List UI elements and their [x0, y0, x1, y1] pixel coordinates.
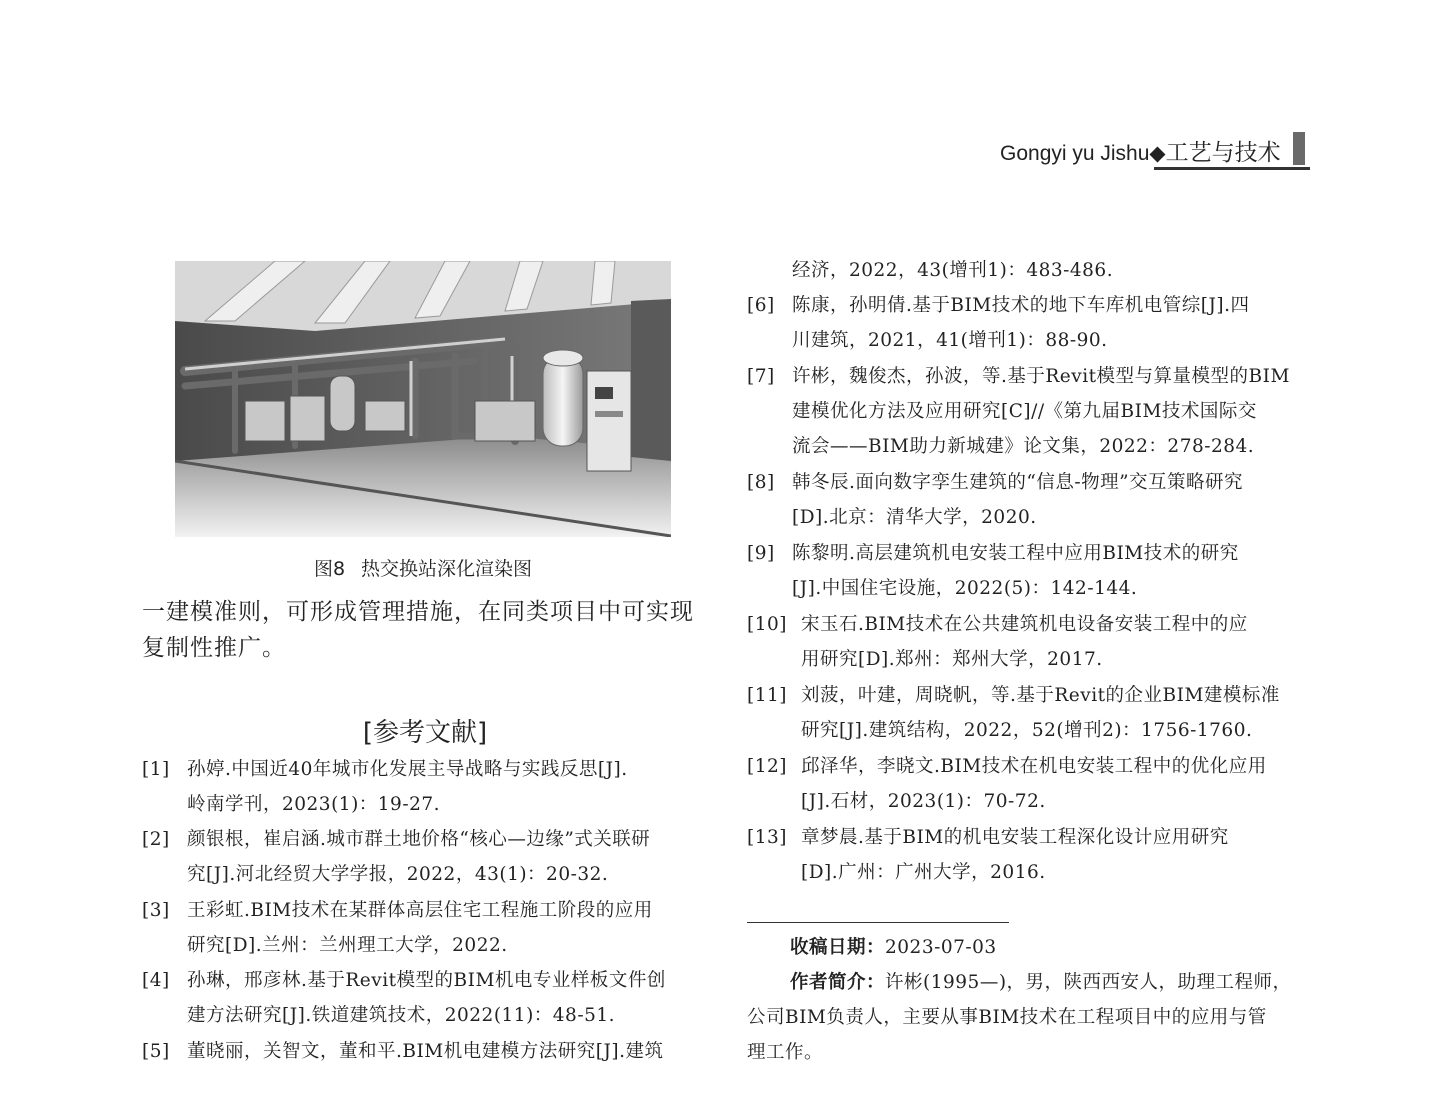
figure-caption — [175, 554, 671, 581]
reference-item — [142, 963, 712, 1033]
reference-line: [J].中国住宅设施，2022(5)：142-144. — [792, 578, 1138, 599]
reference-line: 岭南学刊，2023(1)：19-27. — [187, 794, 440, 815]
received-value: 2023-07-03 — [885, 937, 997, 958]
caption-text: 热交换站深化渲染图 — [361, 558, 533, 580]
author-intro — [790, 965, 1292, 1000]
body-line-2: 复制性推广。 — [142, 635, 286, 661]
reference-item — [142, 1034, 712, 1069]
reference-item — [142, 822, 712, 892]
reference-number: [4] — [142, 970, 170, 991]
reference-line: 韩冬辰.面向数字孪生建筑的“信息-物理”交互策略研究 — [792, 472, 1244, 493]
reference-line: 颜银根，崔启涵.城市群土地价格“核心—边缘”式关联研 — [187, 829, 651, 850]
author-label: 作者简介： — [790, 972, 886, 993]
reference-line: [J].石材，2023(1)：70-72. — [801, 791, 1046, 812]
reference-number: [8] — [747, 472, 775, 493]
header-title — [1000, 134, 1281, 167]
reference-line: 研究[D].兰州：兰州理工大学，2022. — [187, 935, 508, 956]
reference-item — [142, 893, 712, 963]
reference-line: 川建筑，2021，41(增刊1)：88-90. — [792, 330, 1108, 351]
reference-number: [1] — [142, 759, 170, 780]
header-diamond-icon: ◆ — [1149, 142, 1166, 165]
caption-label: 图8 — [313, 558, 346, 580]
reference-line: 研究[J].建筑结构，2022，52(增刊2)：1756-1760. — [801, 720, 1253, 741]
received-date — [790, 930, 997, 965]
reference-line: 孙琳，邢彦林.基于Revit模型的BIM机电专业样板文件创 — [187, 970, 666, 991]
header-bar-decoration — [1293, 132, 1305, 165]
reference-line: 建方法研究[J].铁道建筑技术，2022(11)：48-51. — [187, 1005, 616, 1026]
reference-line: 经济，2022，43(增刊1)：483-486. — [792, 260, 1114, 281]
reference-item — [747, 820, 1317, 890]
reference-line: 邱泽华，李晓文.BIM技术在机电安装工程中的优化应用 — [801, 756, 1267, 777]
reference-item — [747, 607, 1317, 677]
reference-line: 章梦晨.基于BIM的机电安装工程深化设计应用研究 — [801, 827, 1229, 848]
author-line-3: 理工作。 — [747, 1042, 824, 1063]
header-chinese: 工艺与技术 — [1165, 139, 1281, 165]
reference-line: 建模优化方法及应用研究[C]//《第九届BIM技术国际交 — [792, 401, 1257, 422]
reference-number: [2] — [142, 829, 170, 850]
reference-number: [13] — [747, 827, 787, 848]
reference-item — [747, 536, 1317, 606]
reference-number: [10] — [747, 614, 787, 635]
body-paragraph — [142, 594, 708, 666]
reference-line: 许彬，魏俊杰，孙波，等.基于Revit模型与算量模型的BIM — [792, 366, 1290, 387]
references-heading: [参考文献] — [362, 718, 488, 748]
reference-line: 陈康，孙明倩.基于BIM技术的地下车库机电管综[J].四 — [792, 295, 1250, 316]
header-latin: Gongyi yu Jishu — [1000, 142, 1150, 165]
reference-line: 陈黎明.高层建筑机电安装工程中应用BIM技术的研究 — [792, 543, 1239, 564]
reference-item — [747, 465, 1317, 535]
reference-item — [747, 359, 1317, 464]
reference-number: [7] — [747, 366, 775, 387]
reference-item — [747, 749, 1317, 819]
heat-exchange-station-render — [175, 261, 671, 537]
reference-line: 孙婷.中国近40年城市化发展主导战略与实践反思[J]. — [187, 759, 628, 780]
reference-line: 流会——BIM助力新城建》论文集，2022：278-284. — [792, 436, 1255, 457]
received-label: 收稿日期： — [790, 937, 886, 958]
reference-number: [5] — [142, 1041, 170, 1062]
reference-number: [12] — [747, 756, 787, 777]
reference-number: [6] — [747, 295, 775, 316]
reference-line: 王彩虹.BIM技术在某群体高层住宅工程施工阶段的应用 — [187, 900, 653, 921]
header-underline — [1154, 167, 1310, 170]
reference-line: 宋玉石.BIM技术在公共建筑机电设备安装工程中的应 — [801, 614, 1248, 635]
reference-item — [747, 678, 1317, 748]
body-line-1: 一建模准则，可形成管理措施，在同类项目中可实现 — [142, 599, 694, 625]
author-line-1: 许彬(1995—)，男，陕西西安人，助理工程师， — [885, 972, 1292, 993]
running-header — [1000, 134, 1310, 170]
reference-line: [D].广州：广州大学，2016. — [801, 862, 1046, 883]
figure-rendering — [175, 261, 671, 537]
reference-line: 究[J].河北经贸大学学报，2022，43(1)：20-32. — [187, 864, 609, 885]
reference-item — [142, 752, 712, 822]
reference-line: [D].北京：清华大学，2020. — [792, 507, 1037, 528]
reference-number: [3] — [142, 900, 170, 921]
reference-line: 刘菠，叶建，周晓帆，等.基于Revit的企业BIM建模标准 — [801, 685, 1280, 706]
reference-line: 董晓丽，关智文，董和平.BIM机电建模方法研究[J].建筑 — [187, 1041, 664, 1062]
reference-item — [747, 288, 1317, 358]
reference-line: 用研究[D].郑州：郑州大学，2017. — [801, 649, 1103, 670]
footnote-divider — [747, 922, 1009, 923]
reference-number: [11] — [747, 685, 787, 706]
reference-number: [9] — [747, 543, 775, 564]
author-line-2: 公司BIM负责人，主要从事BIM技术在工程项目中的应用与管 — [747, 1007, 1267, 1028]
